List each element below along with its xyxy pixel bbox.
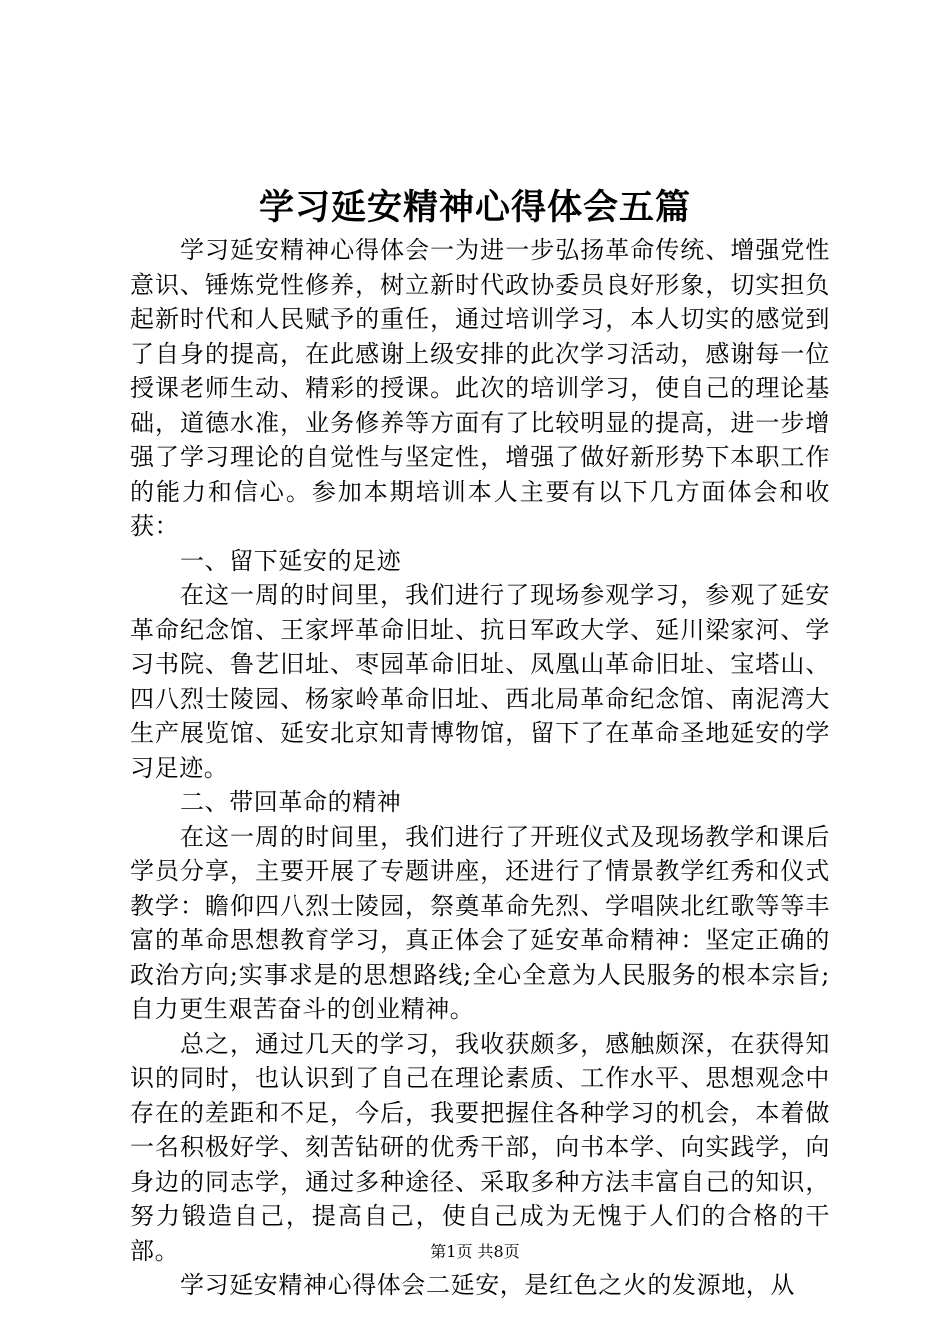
- section-heading-1: 一、留下延安的足迹: [180, 546, 402, 575]
- document-body: [130, 233, 830, 1303]
- paragraph-section-2: 在这一周的时间里，我们进行了开班仪式及现场教学和课后学员分享，主要开展了专题讲座，还进行了情景教学红秀和仪式教学：瞻仰四八烈士陵园，祭奠革命先烈、学唱陕北红歌等等丰富的革命思想教育学习，真正体会了延安革命精神：坚定正确的政治方向;实事求是的思想路线;全心全意为人民服务的根本宗旨;自力更生艰苦奋斗的创业精神。: [130, 822, 830, 1023]
- document-title: 学习延安精神心得体会五篇: [258, 187, 691, 228]
- section-heading-2: 二、带回革命的精神: [180, 788, 402, 816]
- paragraph-intro: 学习延安精神心得体会一为进一步弘扬革命传统、增强党性意识、锤炼党性修养，树立新时代政协委员良好形象，切实担负起新时代和人民赋予的重任，通过培训学习，本人切实的感觉到了自身的提高，在此感谢上级安排的此次学习活动，感谢每一位授课老师生动、精彩的授课。此次的培训学习，使自己的理论基础，道德水准，业务修养等方面有了比较明显的提高，进一步增强了学习理论的自觉性与坚定性，增强了做好新形势下本职工作的能力和信心。参加本期培训本人主要有以下几方面体会和收获：: [130, 236, 830, 540]
- page-footer: 第1页 共8页: [430, 1242, 520, 1261]
- paragraph-section-1: 在这一周的时间里，我们进行了现场参观学习，参观了延安革命纪念馆、王家坪革命旧址、抗日军政大学、延川梁家河、学习书院、鲁艺旧址、枣园革命旧址、凤凰山革命旧址、宝塔山、四八烈士陵园、杨家岭革命旧址、西北局革命纪念馆、南泥湾大生产展览馆、延安北京知青博物馆，留下了在革命圣地延安的学习足迹。: [130, 581, 830, 782]
- paragraph-summary: 总之，通过几天的学习，我收获颇多，感触颇深，在获得知识的同时，也认识到了自己在理论素质、工作水平、思想观念中存在的差距和不足，今后，我要把握住各种学习的机会，本着做一名积极好学、刻苦钻研的优秀干部，向书本学、向实践学，向身边的同志学，通过多种途径、采取多种方法丰富自己的知识，努力锻造自己，提高自己，使自己成为无愧于人们的合格的干部。: [130, 1029, 830, 1265]
- paragraph-second-article-start: 学习延安精神心得体会二延安，是红色之火的发源地，从: [180, 1271, 795, 1299]
